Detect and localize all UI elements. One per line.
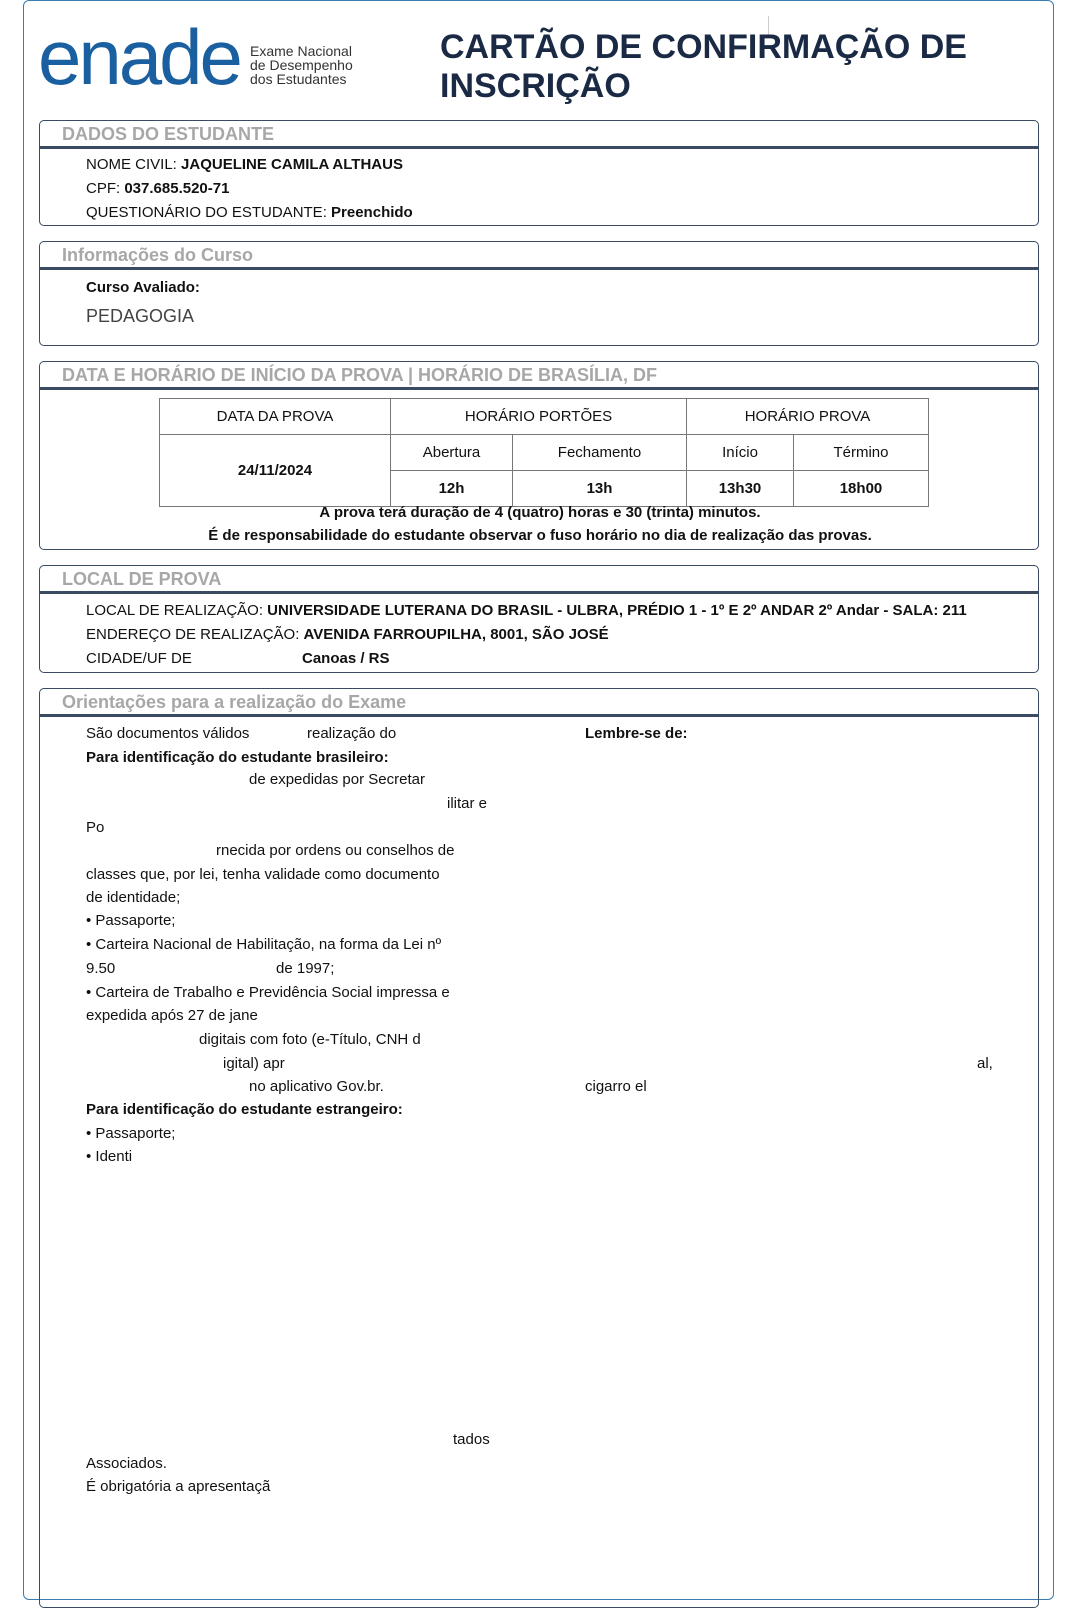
logo-wordmark: enade: [38, 13, 240, 101]
course-section: [39, 241, 1039, 346]
sub-close: Fechamento: [513, 435, 687, 471]
student-name-row: NOME CIVIL: JAQUELINE CAMILA ALTHAUS: [86, 156, 403, 173]
location-address: AVENIDA FARROUPILHA, 8001, SÃO JOSÉ: [303, 626, 609, 643]
guideline-text: São documentos válidos: [86, 725, 250, 742]
guideline-text: al,: [977, 1055, 993, 1072]
col-gates-header: HORÁRIO PORTÕES: [391, 399, 687, 435]
page-title: CARTÃO DE CONFIRMAÇÃO DE INSCRIÇÃO: [440, 28, 967, 105]
guideline-text: ilitar e: [447, 795, 488, 812]
logo-subtitle: Exame Nacional de Desempenho dos Estudantes: [250, 43, 353, 87]
schedule-heading: DATA E HORÁRIO DE INÍCIO DA PROVA | HORÁRIO DE BRASÍLIA, DF: [40, 362, 1038, 390]
guideline-item: • Passaporte;: [86, 1125, 176, 1142]
location-address-row: ENDEREÇO DE REALIZAÇÃO: AVENIDA FARROUPILHA, 8001, SÃO JOSÉ: [86, 626, 609, 643]
brazilian-id-heading: Para identificação do estudante brasileiro:: [86, 749, 389, 766]
guideline-text: 9.50: [86, 960, 116, 977]
location-heading: LOCAL DE PROVA: [40, 566, 1038, 594]
duration-note: A prova terá duração de 4 (quatro) horas e 30 (trinta) minutos.: [319, 504, 761, 521]
guidelines-heading: Orientações para a realização do Exame: [40, 689, 1038, 717]
exam-start-time: 13h30: [687, 471, 794, 507]
course-value: PEDAGOGIA: [86, 306, 195, 326]
gate-open-time: 12h: [391, 471, 513, 507]
guideline-text: É obrigatória a apresentaçã: [86, 1478, 271, 1495]
guideline-text: tados: [453, 1431, 490, 1448]
sub-end: Término: [794, 435, 929, 471]
exam-date: 24/11/2024: [160, 435, 391, 507]
guideline-item: • Identi: [86, 1148, 133, 1165]
questionnaire-status: Preenchido: [331, 204, 413, 221]
guideline-item: • Carteira de Trabalho e Previdência Social impressa e: [86, 984, 450, 1001]
guideline-text: expedida após 27 de jane: [86, 1007, 258, 1024]
location-section: [39, 565, 1039, 673]
student-heading: DADOS DO ESTUDANTE: [40, 121, 1038, 149]
guideline-text: Associados.: [86, 1455, 167, 1472]
guidelines-section: [39, 688, 1039, 1608]
student-name: JAQUELINE CAMILA ALTHAUS: [181, 156, 403, 173]
guideline-text: cigarro el: [585, 1078, 647, 1095]
location-city-row: CIDADE/UF DE: [86, 650, 192, 667]
location-city: Canoas / RS: [302, 650, 390, 667]
guideline-item: • Carteira Nacional de Habilitação, na forma da Lei nº: [86, 936, 442, 953]
sub-open: Abertura: [391, 435, 513, 471]
guideline-text: de identidade;: [86, 889, 181, 906]
location-place: UNIVERSIDADE LUTERANA DO BRASIL - ULBRA, PRÉDIO 1 - 1º E 2º ANDAR 2º Andar - SALA: 211: [267, 602, 967, 619]
student-section: [39, 120, 1039, 226]
guideline-text: de expedidas por Secretar: [249, 771, 425, 788]
guideline-text: digitais com foto (e-Título, CNH d: [199, 1031, 421, 1048]
col-exam-header: HORÁRIO PROVA: [687, 399, 929, 435]
guideline-text: Po: [86, 819, 105, 836]
foreign-id-heading: Para identificação do estudante estrangeiro:: [86, 1101, 403, 1118]
student-cpf-row: CPF: 037.685.520-71: [86, 180, 230, 197]
schedule-section: [39, 361, 1039, 550]
guideline-item: • Passaporte;: [86, 912, 176, 929]
guideline-text: de 1997;: [276, 960, 335, 977]
col-date-header: DATA DA PROVA: [160, 399, 391, 435]
location-place-row: LOCAL DE REALIZAÇÃO: UNIVERSIDADE LUTERANA DO BRASIL - ULBRA, PRÉDIO 1 - 1º E 2º ANDAR 2º Andar - SALA: 211: [86, 602, 967, 619]
schedule-table: [159, 398, 929, 507]
sub-start: Início: [687, 435, 794, 471]
guideline-text: rnecida por ordens ou conselhos de: [216, 842, 455, 859]
guideline-text: classes que, por lei, tenha validade como documento: [86, 866, 440, 883]
questionnaire-row: QUESTIONÁRIO DO ESTUDANTE: Preenchido: [86, 204, 413, 221]
timezone-note: É de responsabilidade do estudante observar o fuso horário no dia de realização das provas.: [208, 527, 872, 544]
gate-close-time: 13h: [513, 471, 687, 507]
exam-end-time: 18h00: [794, 471, 929, 507]
reminder-heading: Lembre-se de:: [585, 725, 688, 742]
guideline-text: no aplicativo Gov.br.: [249, 1078, 384, 1095]
student-cpf: 037.685.520-71: [124, 180, 230, 197]
guideline-text: realização do: [307, 725, 397, 742]
course-heading: Informações do Curso: [40, 242, 1038, 270]
course-label: Curso Avaliado:: [86, 279, 200, 296]
guideline-text: igital) apr: [223, 1055, 285, 1072]
